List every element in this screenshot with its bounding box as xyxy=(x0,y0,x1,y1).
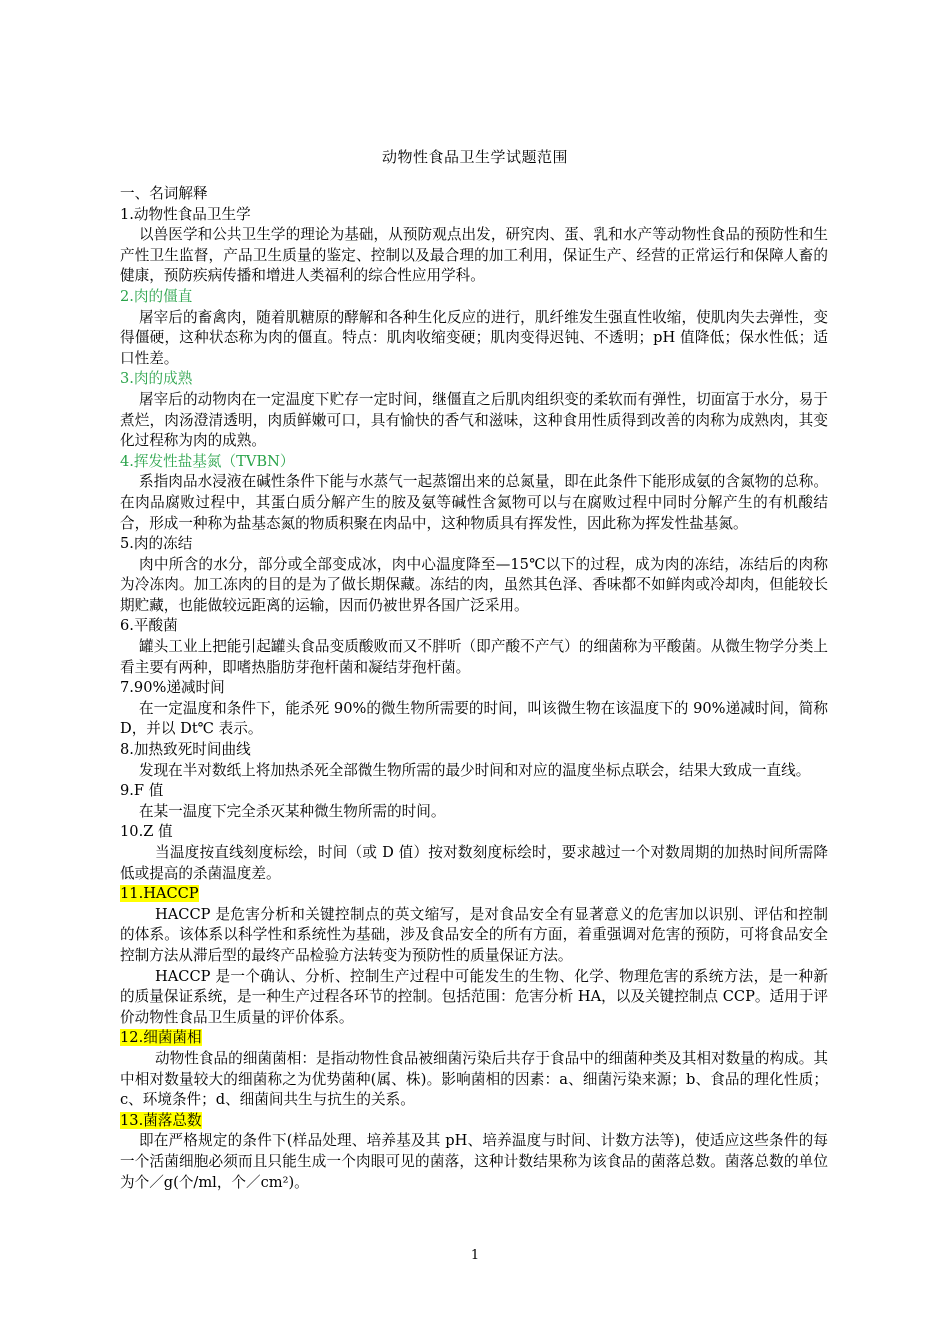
highlighted-heading-prefix: 12.细 xyxy=(120,1029,158,1047)
term-heading-1: 1.动物性食品卫生学 xyxy=(120,205,251,223)
term-definition-6: 罐头工业上把能引起罐头食品变质酸败而又不胖听（即产酸不产气）的细菌称为平酸菌。从微生物学分类上看主要有两种，即嗜热脂肪芽孢杆菌和凝结芽孢杆菌。 xyxy=(120,638,828,676)
document-body xyxy=(120,184,828,1193)
term-definition-10: 当温度按直线刻度标绘，时间（或 D 值）按对数刻度标绘时，要求越过一个对数周期的加热时间所需降低或提高的杀菌温度差。 xyxy=(120,844,828,882)
term-heading-4: 4.挥发性盐基氮（TVBN） xyxy=(120,452,295,470)
term-heading-2: 2.肉的僵直 xyxy=(120,287,193,305)
term-heading-11 xyxy=(120,884,828,905)
term-definition-11a: HACCP 是危害分析和关键控制点的英文缩写，是对食品安全有显著意义的危害加以识别、评估和控制的体系。该体系以科学性和系统性为基础，涉及食品安全的所有方面，着重强调对危害的预防，可将食品安全控制方法从滞后型的最终产品检验方法转变为预防性的质量保证方法。 xyxy=(120,905,828,964)
term-heading-8: 8.加热致死时间曲线 xyxy=(120,741,251,759)
term-heading-12 xyxy=(120,1028,828,1049)
term-definition-12: 动物性食品的细菌菌相：是指动物性食品被细菌污染后共存于食品中的细菌种类及其相对数量的构成。其中相对数量较大的细菌称之为优势菌种(属、株)。影响菌相的因素：a、细菌污染来源；b、食品的理化性质；c、环境条件；d、细菌间共生与抗生的关系。 xyxy=(120,1049,828,1109)
highlighted-heading-text: 菌菌相 xyxy=(157,1029,202,1047)
term-definition-7: 在一定温度和条件下，能杀死 90%的微生物所需要的时间，叫该微生物在该温度下的 90%递减时间，简称 D，并以 Dt℃ 表示。 xyxy=(120,699,828,738)
term-definition-9: 在某一温度下完全杀灭某种微生物所需的时间。 xyxy=(138,802,446,820)
term-definition-5: 肉中所含的水分，部分或全部变成冰，肉中心温度降至—15℃以下的过程，成为肉的冻结，冻结后的肉称为冷冻肉。加工冻肉的目的是为了做长期保藏。冻结的肉，虽然其色泽、香味都不如鲜肉或冷却肉，但能较长期贮藏，也能做较远距离的运输，因而仍被世界各国广泛采用。 xyxy=(120,555,828,614)
term-heading-6: 6.平酸菌 xyxy=(120,617,178,635)
page-number: 1 xyxy=(470,1248,480,1263)
term-heading-5: 5.肉的冻结 xyxy=(120,535,193,553)
document-title: 动物性食品卫生学试题范围 xyxy=(381,148,568,166)
term-heading-7: 7.90%递减时间 xyxy=(120,679,225,697)
term-definition-1: 以兽医学和公共卫生学的理论为基础，从预防观点出发，研究肉、蛋、乳和水产等动物性食品的预防性和生产性卫生监督，产品卫生质量的鉴定、控制以及最合理的加工利用，保证生产、经营的正常运行和保障人畜的健康，预防疾病传播和增进人类福利的综合性应用学科。 xyxy=(120,226,828,285)
term-definition-4: 系指肉品水浸液在碱性条件下能与水蒸气一起蒸馏出来的总氮量，即在此条件下能形成氨的含氮物的总称。在肉品腐败过程中，其蛋白质分解产生的胺及氨等碱性含氮物可以与在腐败过程中同时分解产生的有机酸结合，形成一种称为盐基态氮的物质积聚在肉品中，这种物质具有挥发性，因此称为挥发性盐基氮。 xyxy=(120,473,828,532)
term-heading-13 xyxy=(120,1111,828,1132)
term-definition-8: 发现在半对数纸上将加热杀死全部微生物所需的最少时间和对应的温度坐标点联会，结果大致成一直线。 xyxy=(138,761,811,779)
term-definition-2: 屠宰后的畜禽肉，随着肌糖原的酵解和各种生化反应的进行，肌纤维发生强直性收缩，使肌肉失去弹性，变得僵硬，这种状态称为肉的僵直。特点：肌肉收缩变硬；肌肉变得迟钝、不透明；pH 值降低；保水性低；适口性差。 xyxy=(120,308,828,367)
highlighted-heading-text: 13.菌落总数 xyxy=(120,1111,202,1129)
term-heading-3: 3.肉的成熟 xyxy=(120,370,193,388)
term-heading-9: 9.F 值 xyxy=(120,782,164,800)
term-definition-13: 即在严格规定的条件下(样品处理、培养基及其 pH、培养温度与时间、计数方法等)，使适应这些条件的每一个活菌细胞必须而且只能生成一个肉眼可见的菌落，这种计数结果称为该食品的菌落总数。菌落总数的单位为个／g(个/ml，个／cm²)。 xyxy=(120,1132,828,1191)
term-heading-10: 10.Z 值 xyxy=(120,823,173,841)
term-definition-11b: HACCP 是一个确认、分析、控制生产过程中可能发生的生物、化学、物理危害的系统方法，是一种新的质量保证系统，是一种生产过程各环节的控制。包括范围：危害分析 HA，以及关键控制点 CCP。适用于评价动物性食品卫生质量的评价体系。 xyxy=(120,967,828,1026)
term-definition-3: 屠宰后的动物肉在一定温度下贮存一定时间，继僵直之后肌肉组织变的柔软而有弹性，切面富于水分，易于煮烂，肉汤澄清透明，肉质鲜嫩可口，具有愉快的香气和滋味，这种食用性质得到改善的肉称为成熟肉，其变化过程称为肉的成熟。 xyxy=(120,390,828,450)
section-heading: 一、名词解释 xyxy=(120,185,208,202)
highlighted-heading-text: 11.HACCP xyxy=(120,885,199,903)
